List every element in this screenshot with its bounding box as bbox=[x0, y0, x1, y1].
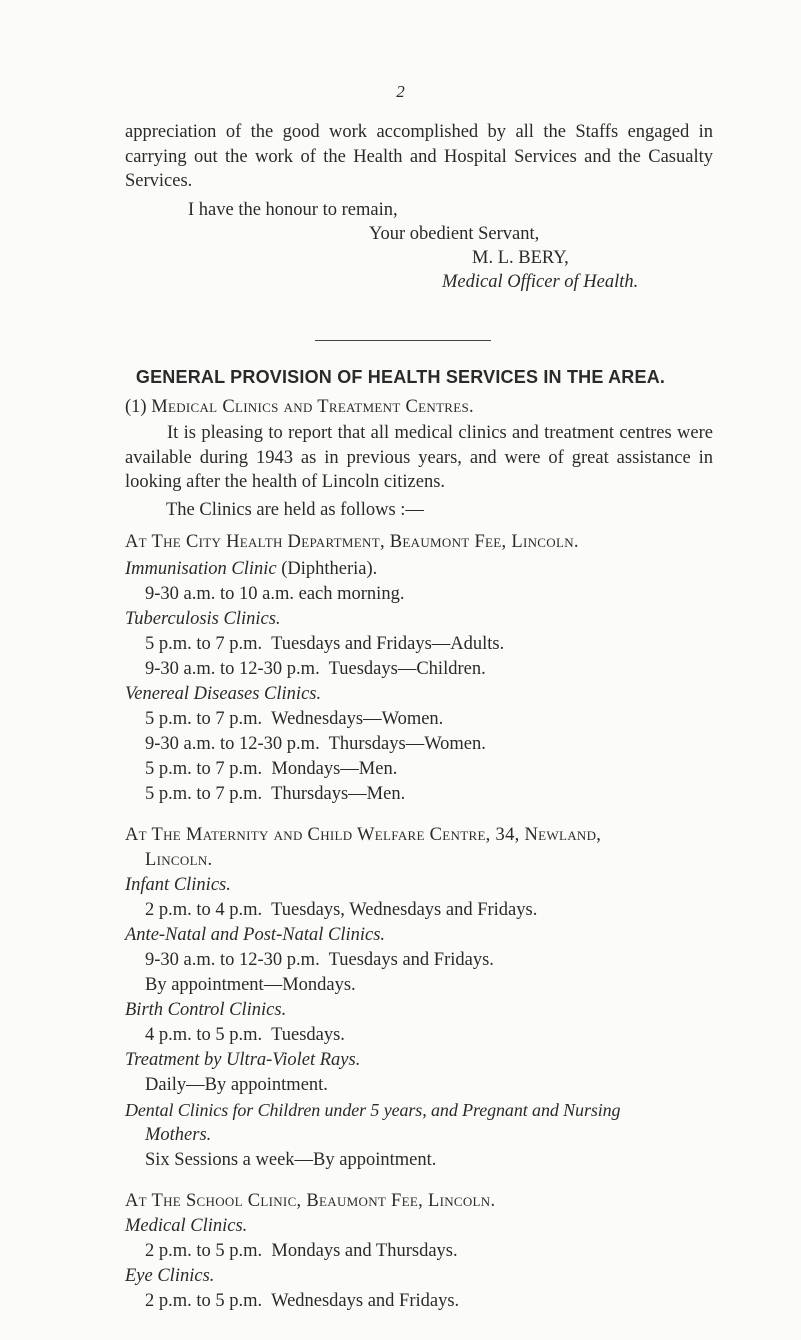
clinic-title: Infant Clinics. bbox=[125, 875, 231, 895]
clinic-title: Birth Control Clinics. bbox=[125, 1000, 287, 1020]
subsection-heading: At The Maternity and Child Welfare Centre, 34, Newland, bbox=[125, 825, 602, 845]
clinic-title: Medical Clinics. bbox=[125, 1216, 248, 1236]
clinic-time: 5 p.m. to 7 p.m. Mondays—Men. bbox=[145, 759, 398, 779]
clinic-title bbox=[125, 557, 377, 581]
clinic-title: Ante-Natal and Post-Natal Clinics. bbox=[125, 925, 386, 945]
section-title: Medical Clinics and Treatment Centres. bbox=[151, 397, 474, 417]
clinic-time: 9-30 a.m. to 12-30 p.m. Tuesdays—Children. bbox=[145, 659, 486, 679]
clinic-note: (Diphtheria). bbox=[281, 559, 378, 579]
clinic-time: 2 p.m. to 5 p.m. Wednesdays and Fridays. bbox=[145, 1291, 460, 1311]
clinic-time: 5 p.m. to 7 p.m. Wednesdays—Women. bbox=[145, 709, 444, 729]
clinic-title: Treatment by Ultra-Violet Rays. bbox=[125, 1050, 361, 1070]
clinic-title: Mothers. bbox=[145, 1125, 212, 1145]
clinic-time: 9-30 a.m. to 10 a.m. each morning. bbox=[145, 584, 405, 604]
subsection-heading: At The City Health Department, Beaumont Fee, Lincoln. bbox=[125, 532, 579, 552]
clinic-title: Venereal Diseases Clinics. bbox=[125, 684, 322, 704]
section-heading bbox=[125, 395, 474, 419]
clinic-name: Immunisation Clinic bbox=[125, 559, 277, 579]
clinics-intro: The Clinics are held as follows :— bbox=[166, 500, 424, 520]
clinic-time: Daily—By appointment. bbox=[145, 1075, 328, 1095]
clinic-time: 9-30 a.m. to 12-30 p.m. Tuesdays and Fridays. bbox=[145, 950, 494, 970]
subsection-heading: Lincoln. bbox=[145, 850, 213, 870]
clinic-title: Eye Clinics. bbox=[125, 1266, 215, 1286]
main-heading: GENERAL PROVISION OF HEALTH SERVICES IN THE AREA. bbox=[135, 367, 666, 387]
clinic-title: Dental Clinics for Children under 5 years, and Pregnant and Nursing bbox=[125, 1100, 621, 1120]
clinic-title: Tuberculosis Clinics. bbox=[125, 609, 281, 629]
clinic-time: 5 p.m. to 7 p.m. Tuesdays and Fridays—Adults. bbox=[145, 634, 505, 654]
clinic-time: 2 p.m. to 4 p.m. Tuesdays, Wednesdays and Fridays. bbox=[145, 900, 538, 920]
closing-line: Your obedient Servant, bbox=[369, 224, 540, 244]
page-number: 2 bbox=[396, 82, 405, 101]
section-number: (1) bbox=[125, 397, 147, 417]
clinic-time: 2 p.m. to 5 p.m. Mondays and Thursdays. bbox=[145, 1241, 458, 1261]
clinic-time: By appointment—Mondays. bbox=[145, 975, 356, 995]
divider-rule bbox=[315, 340, 491, 341]
closing-line: I have the honour to remain, bbox=[188, 200, 398, 220]
subsection-heading: At The School Clinic, Beaumont Fee, Lincoln. bbox=[125, 1191, 496, 1211]
section-paragraph: It is pleasing to report that all medical clinics and treatment centres were available during 1943 as in previous years, and were of great assistance in looking after the health of Lincoln citizens. bbox=[125, 423, 713, 492]
clinic-time: 9-30 a.m. to 12-30 p.m. Thursdays—Women. bbox=[145, 734, 486, 754]
intro-paragraph: appreciation of the good work accomplished by all the Staffs engaged in carrying out the work of the Health and Hospital Services and the Casualty Services. bbox=[125, 122, 713, 191]
clinic-time: Six Sessions a week—By appointment. bbox=[145, 1150, 437, 1170]
signatory-title: Medical Officer of Health. bbox=[442, 272, 639, 292]
clinic-time: 5 p.m. to 7 p.m. Thursdays—Men. bbox=[145, 784, 406, 804]
clinic-time: 4 p.m. to 5 p.m. Tuesdays. bbox=[145, 1025, 345, 1045]
signatory-name: M. L. BERY, bbox=[472, 248, 569, 268]
